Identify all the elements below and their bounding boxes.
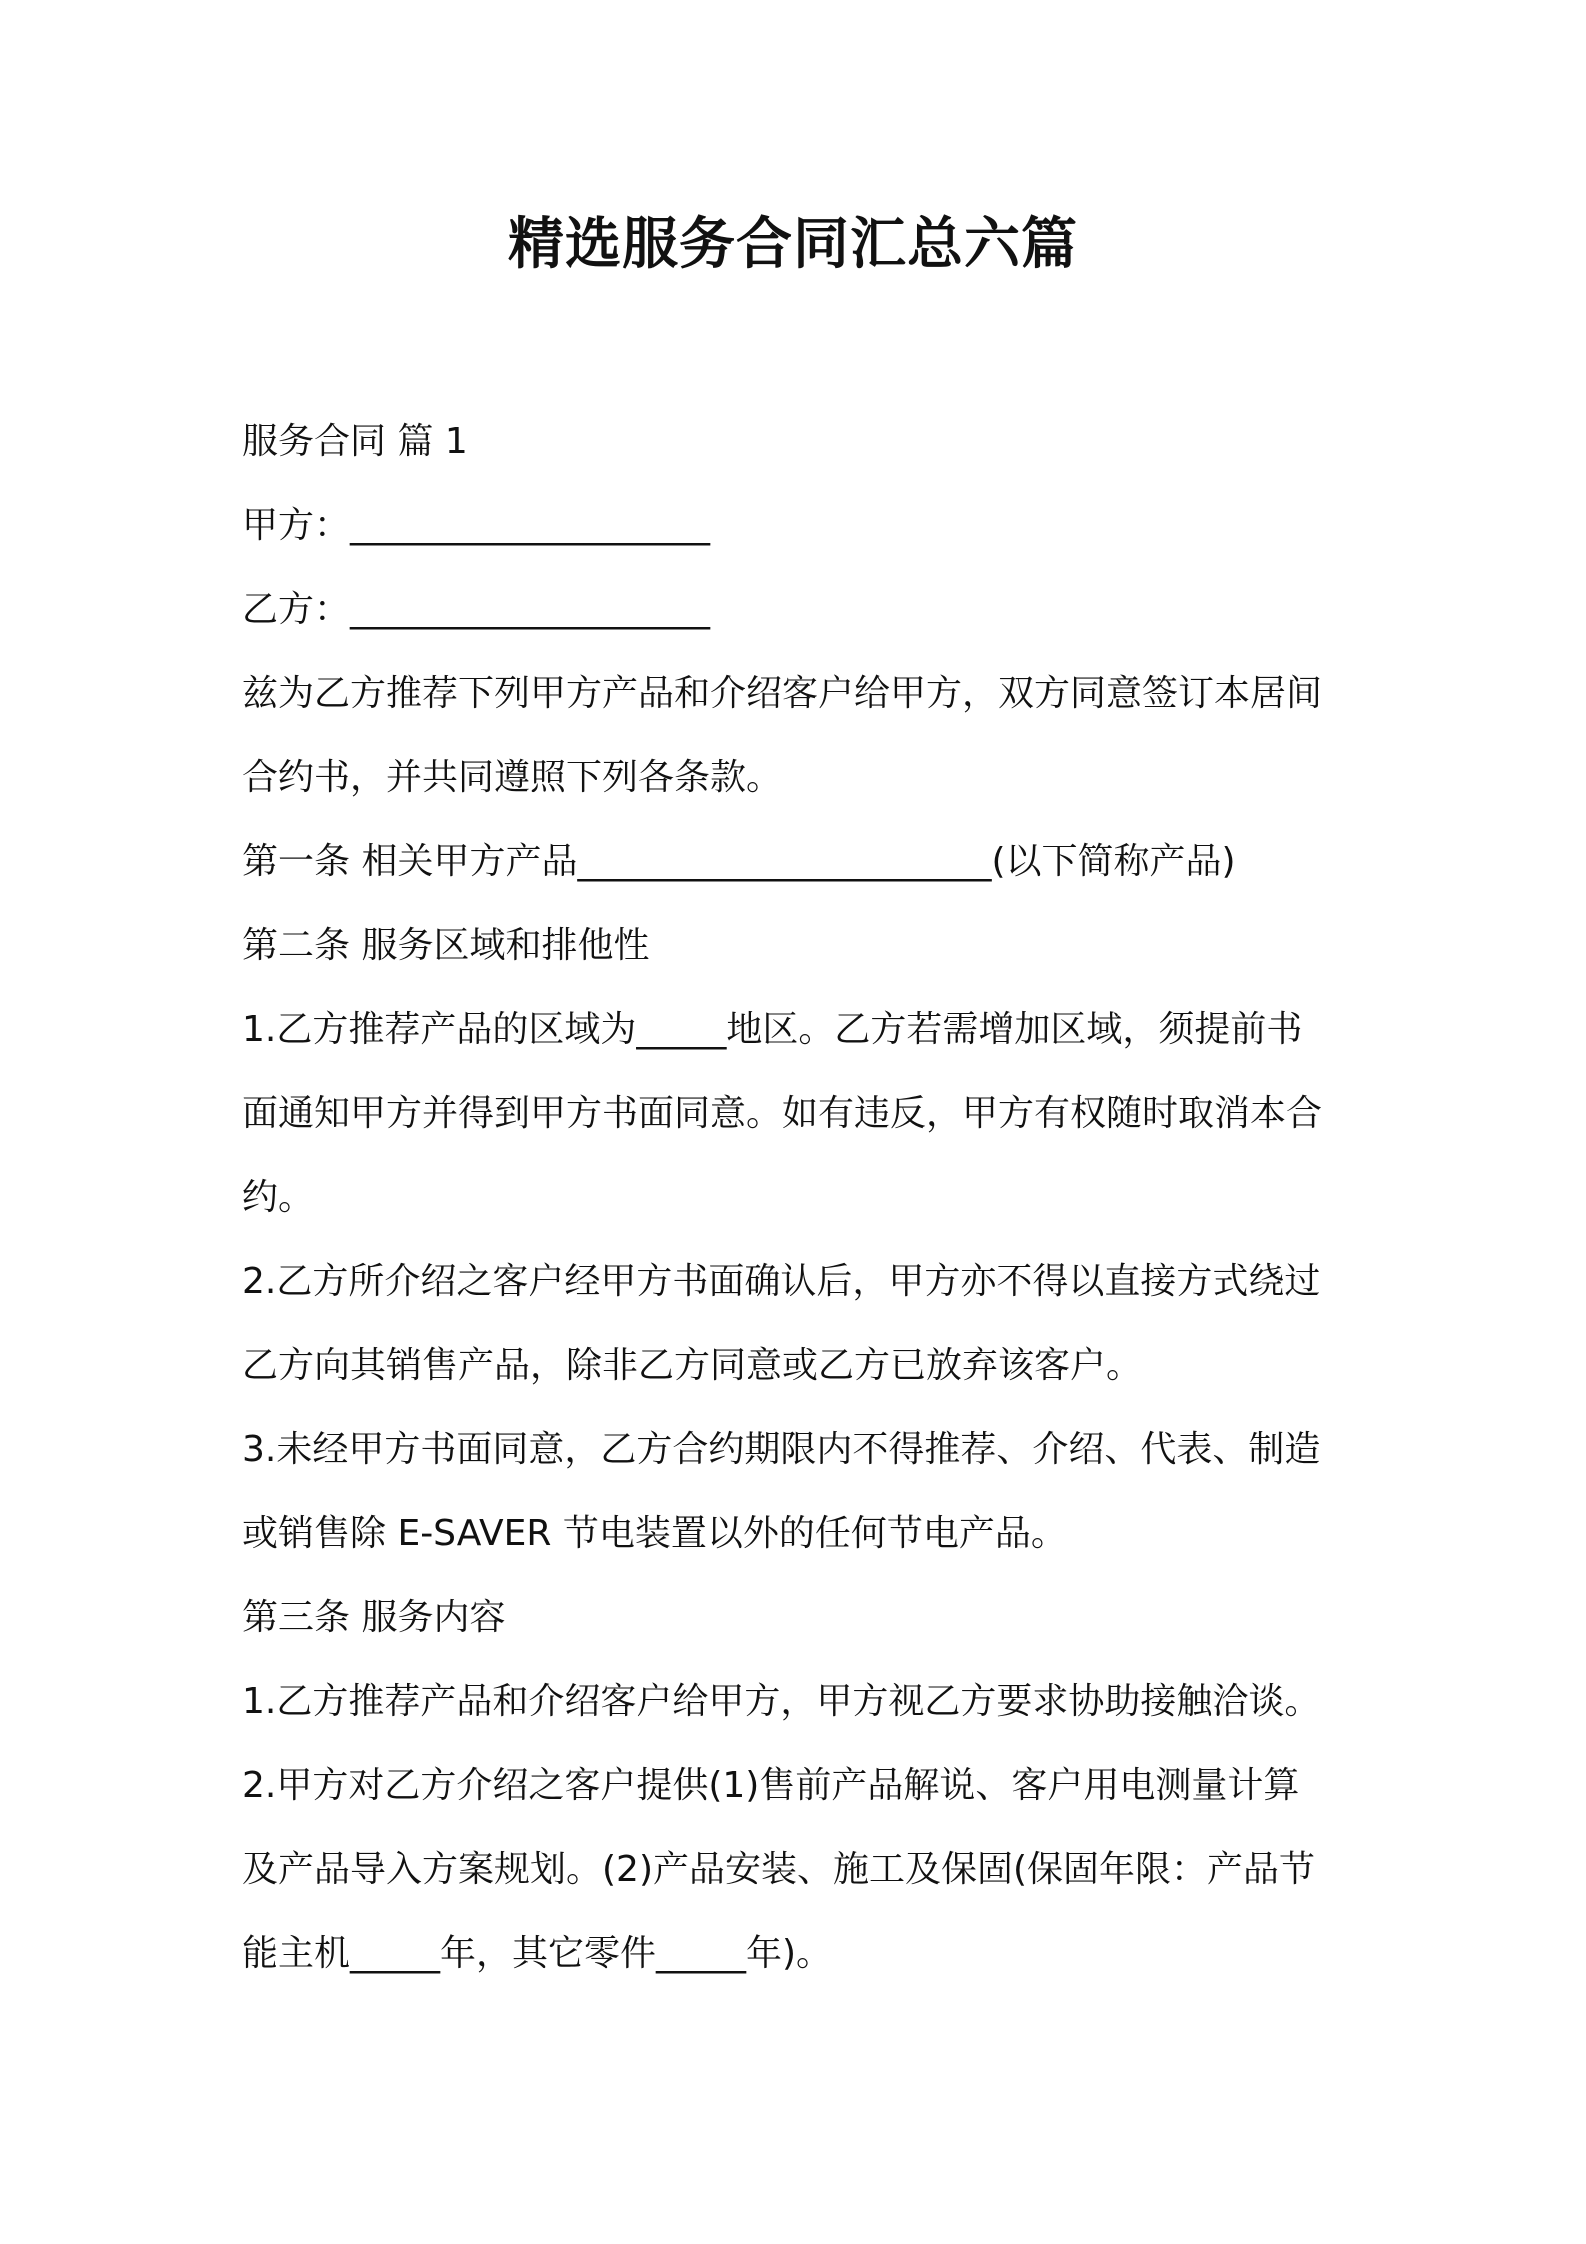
- paragraph-line: 及产品导入方案规划。(2)产品安装、施工及保固(保固年限：产品节: [242, 1849, 1316, 1890]
- party-b-field: 乙方：____________________: [242, 589, 711, 630]
- party-a-field: 甲方：____________________: [242, 505, 711, 546]
- paragraph-line: 2.乙方所介绍之客户经甲方书面确认后，甲方亦不得以直接方式绕过: [242, 1261, 1321, 1302]
- document-title: 精选服务合同汇总六篇: [508, 212, 1078, 277]
- paragraph-line: 合约书，并共同遵照下列各条款。: [242, 757, 783, 798]
- paragraph-line: 3.未经甲方书面同意，乙方合约期限内不得推荐、介绍、代表、制造: [242, 1429, 1321, 1470]
- paragraph-line: 约。: [242, 1177, 315, 1218]
- paragraph-line: 能主机_____年，其它零件_____年)。: [242, 1933, 833, 1974]
- paragraph-line: 乙方向其销售产品，除非乙方同意或乙方已放弃该客户。: [242, 1345, 1143, 1386]
- paragraph-line: 兹为乙方推荐下列甲方产品和介绍客户给甲方，双方同意签订本居间: [242, 673, 1323, 714]
- section-heading: 服务合同 篇 1: [242, 421, 468, 462]
- paragraph-line: 面通知甲方并得到甲方书面同意。如有违反，甲方有权随时取消本合: [242, 1093, 1323, 1134]
- paragraph-line: 1.乙方推荐产品的区域为_____地区。乙方若需增加区域，须提前书: [242, 1009, 1303, 1050]
- article-heading: 第一条 相关甲方产品_______________________(以下简称产品): [242, 841, 1236, 882]
- article-heading: 第二条 服务区域和排他性: [242, 925, 650, 966]
- document-body: [242, 400, 1362, 1996]
- article-heading: 第三条 服务内容: [242, 1597, 506, 1638]
- paragraph-line: 2.甲方对乙方介绍之客户提供(1)售前产品解说、客户用电测量计算: [242, 1765, 1300, 1806]
- paragraph-line: 1.乙方推荐产品和介绍客户给甲方，甲方视乙方要求协助接触洽谈。: [242, 1681, 1321, 1722]
- paragraph-line: 或销售除 E-SAVER 节电装置以外的任何节电产品。: [242, 1513, 1067, 1554]
